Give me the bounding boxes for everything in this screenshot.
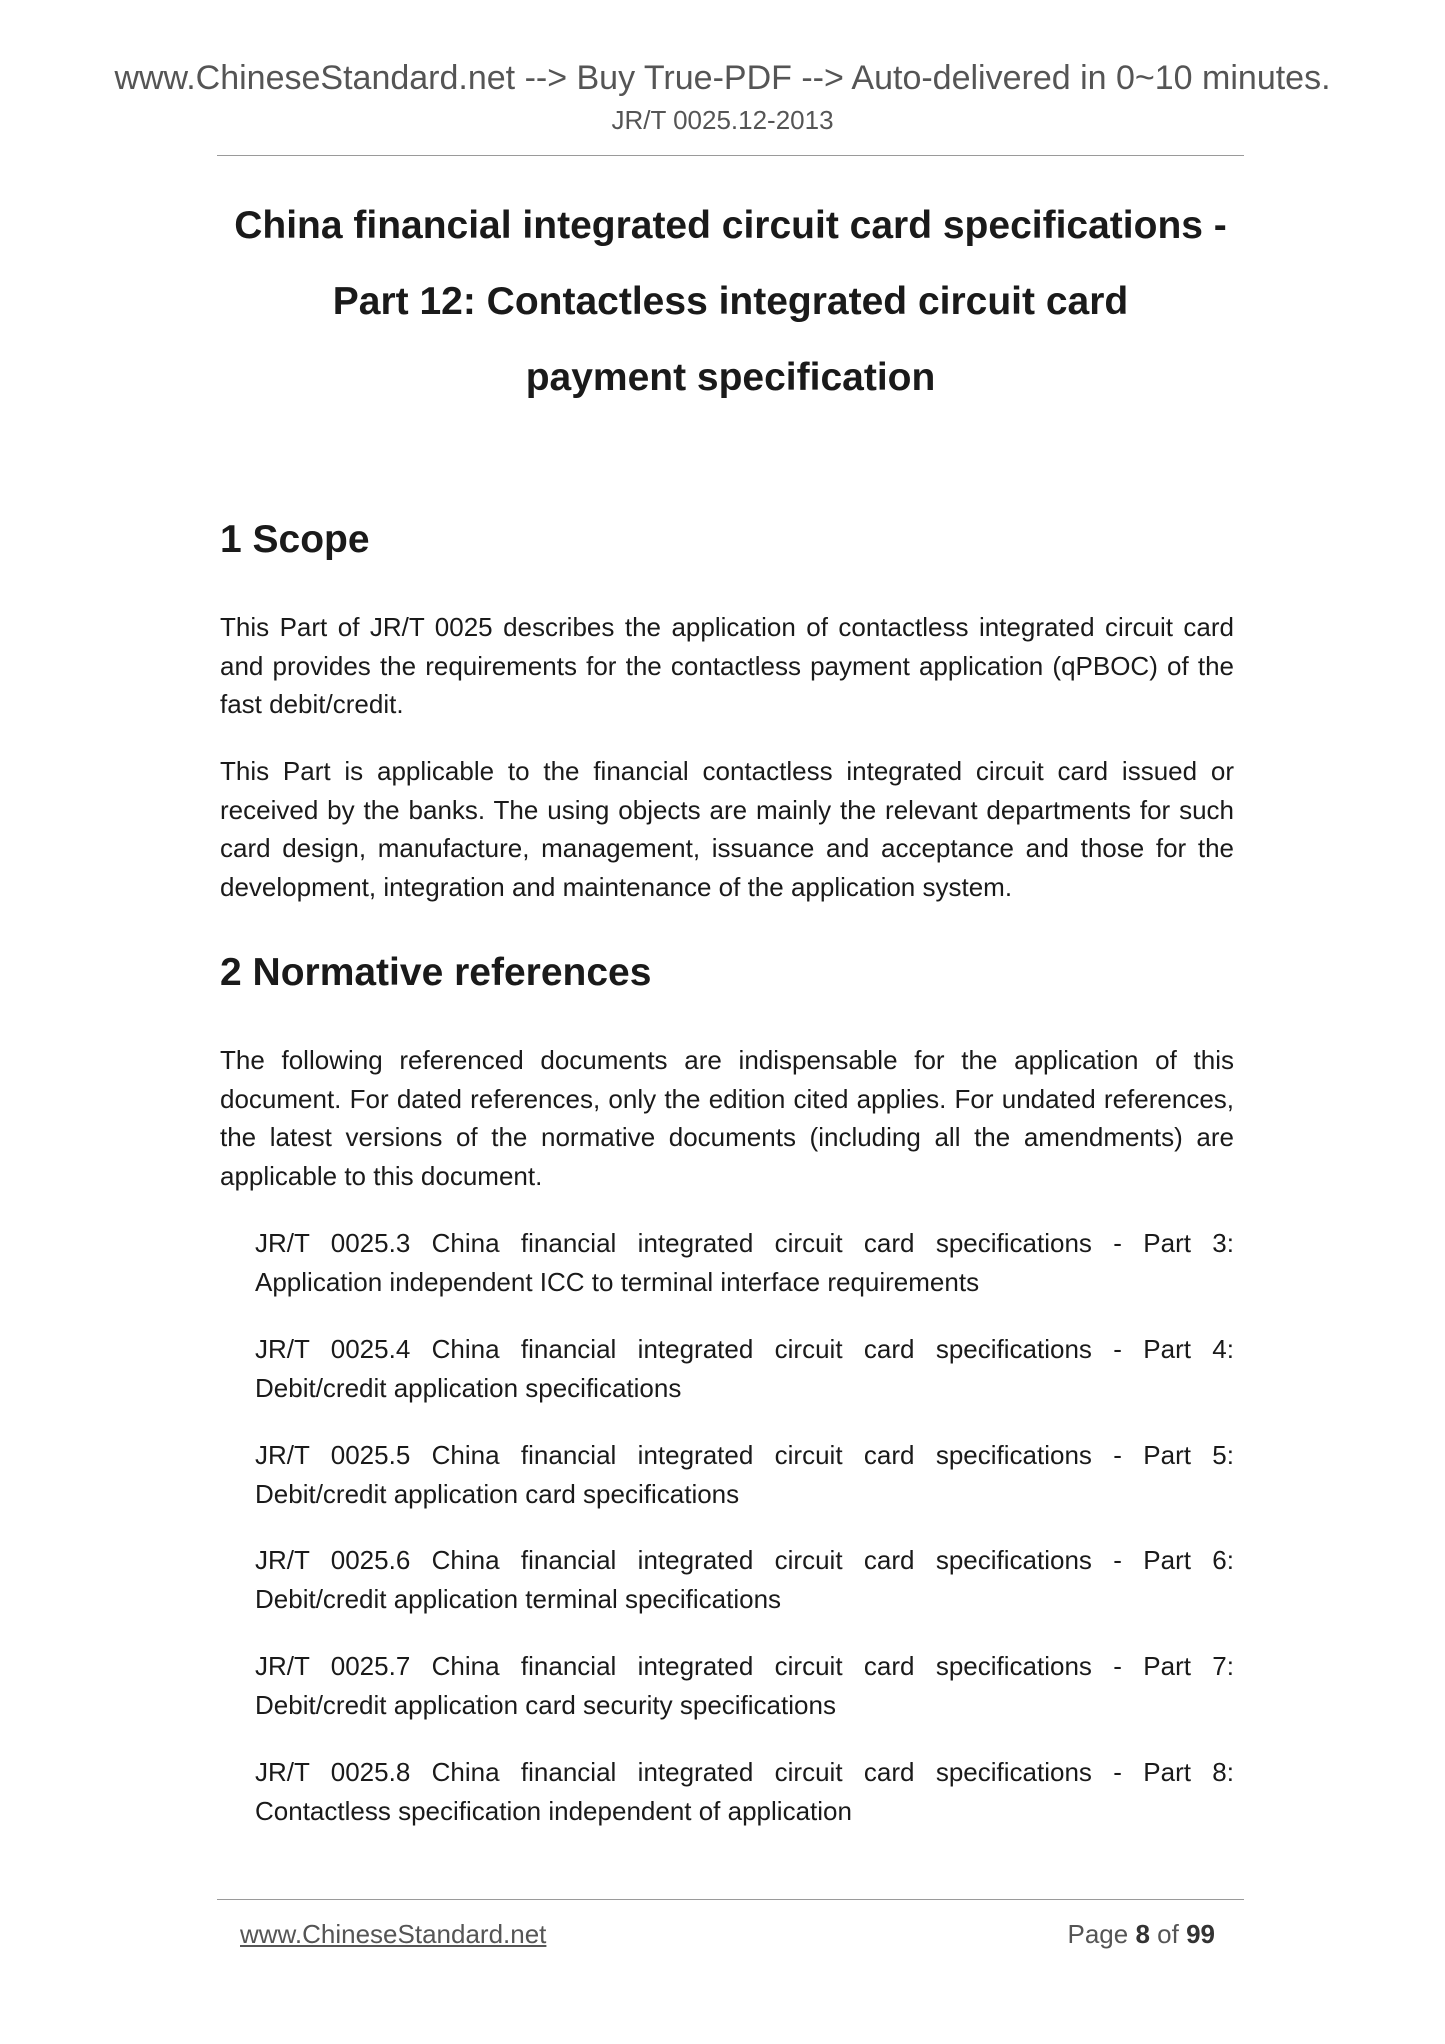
reference-line-2: Debit/credit application specifications xyxy=(255,1372,682,1403)
reference-line-1: JR/T 0025.3 China financial integrated circuit card specifications - Part 3: xyxy=(255,1228,1234,1258)
title-line-1: China financial integrated circuit card specifications - xyxy=(234,204,1227,247)
reference-line-1: JR/T 0025.7 China financial integrated circuit card specifications - Part 7: xyxy=(255,1651,1234,1681)
reference-line-2: Contactless specification independent of application xyxy=(255,1795,852,1826)
reference-item xyxy=(255,1753,1234,1830)
reference-line-2: Debit/credit application terminal specifications xyxy=(255,1583,782,1614)
references-intro-paragraph: The following referenced documents are indispensable for the application of this document. For dated references, only the edition cited applies. For undated references, the latest versions of the normative documents (including all the amendments) are applicable to this document. xyxy=(220,1045,1234,1191)
page-indicator xyxy=(1067,1917,1215,1951)
standard-code: JR/T 0025.12-2013 xyxy=(611,105,834,135)
reference-item xyxy=(255,1647,1234,1724)
reference-item xyxy=(255,1224,1234,1301)
reference-line-1: JR/T 0025.4 China financial integrated circuit card specifications - Part 4: xyxy=(255,1334,1234,1364)
document-title xyxy=(217,188,1244,416)
total-page-count: 99 xyxy=(1186,1919,1215,1949)
header-banner: www.ChineseStandard.net --> Buy True-PDF --> Auto-delivered in 0~10 minutes. xyxy=(114,59,1331,97)
title-line-3: payment specification xyxy=(525,356,936,399)
scope-paragraph-1: This Part of JR/T 0025 describes the application of contactless integrated circuit card and provides the requirements for the contactless payment application (qPBOC) of the fast debit/credit. xyxy=(220,612,1234,719)
section-heading-scope: 1 Scope xyxy=(220,518,370,561)
current-page-number: 8 xyxy=(1135,1919,1150,1949)
footer-divider xyxy=(217,1899,1244,1900)
footer-site-link[interactable]: www.ChineseStandard.net xyxy=(240,1919,547,1949)
reference-item xyxy=(255,1541,1234,1618)
reference-line-1: JR/T 0025.6 China financial integrated circuit card specifications - Part 6: xyxy=(255,1545,1234,1575)
reference-line-1: JR/T 0025.5 China financial integrated circuit card specifications - Part 5: xyxy=(255,1440,1234,1470)
reference-line-2: Application independent ICC to terminal interface requirements xyxy=(255,1266,980,1297)
page-of-label: of xyxy=(1157,1919,1179,1949)
header-divider xyxy=(217,155,1244,156)
reference-item xyxy=(255,1330,1234,1407)
scope-paragraph-2: This Part is applicable to the financial contactless integrated circuit card issued or received by the banks. The using objects are mainly the relevant departments for such card design, manufacture, management, issuance and acceptance and those for the development, integration and maintenance of the application system. xyxy=(220,756,1234,902)
reference-line-2: Debit/credit application card specifications xyxy=(255,1478,740,1509)
title-line-2: Part 12: Contactless integrated circuit card xyxy=(332,280,1129,323)
section-heading-normative-references: 2 Normative references xyxy=(220,951,652,994)
reference-line-2: Debit/credit application card security specifications xyxy=(255,1689,836,1720)
page-prefix: Page xyxy=(1067,1919,1129,1949)
reference-line-1: JR/T 0025.8 China financial integrated circuit card specifications - Part 8: xyxy=(255,1757,1234,1787)
reference-item xyxy=(255,1436,1234,1513)
